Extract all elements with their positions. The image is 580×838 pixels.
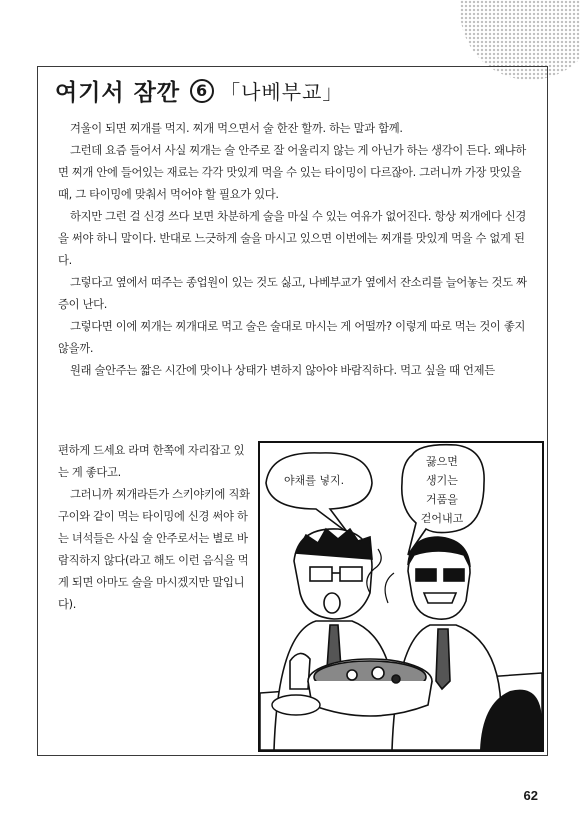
title-prefix: 여기서 잠깐 (55, 80, 181, 106)
speech-line: 생기는 (426, 474, 458, 487)
side-dish (272, 695, 320, 715)
paragraph: 그러니까 찌개라든가 스키야키에 직화구이와 같이 먹는 타이밍에 신경 써야 하는 녀석들은 사실 술 안주로서는 별로 바람직하지 않다(라고 해도 이런 음식을 먹게 되면 아마도 술을 마시겠지만 말입니다). (58, 488, 250, 611)
article-body (58, 118, 534, 382)
comic-drawing (260, 443, 542, 750)
circled-number: 6 (190, 79, 214, 103)
speech-line: 걷어내고 (420, 512, 464, 525)
speech-text-left: 야채를 넣지. (284, 474, 345, 487)
speech-bubble-left (266, 453, 372, 533)
paragraph: 하지만 그런 걸 신경 쓰다 보면 차분하게 술을 마실 수 있는 여유가 없어진다. 항상 찌개에다 신경을 써야 하니 말이다. 반대로 느긋하게 술을 마시고 있으면 이번에는 찌개를 맛있게 먹을 수 없게 된다. (58, 210, 526, 267)
speech-line: 끓으면 (426, 455, 458, 468)
paragraph: 원래 술안주는 짧은 시간에 맛이나 상태가 변하지 않아야 바람직하다. 먹고 싶을 때 언제든 (70, 364, 495, 377)
page-number: 62 (523, 788, 538, 803)
speech-line: 거품을 (426, 493, 458, 506)
paragraph: 그런데 요즘 들어서 사실 찌개는 술 안주로 잘 어울리지 않는 게 아닌가 하는 생각이 든다. 왜냐하면 찌개 안에 들어있는 재료는 각각 맛있게 먹을 수 있는 타이밍이 다르잖아. 그러니까 가장 맛있을 때, 그 타이밍에 맞춰서 먹어야 할 필요가 있다. (58, 144, 526, 201)
paragraph: 그렇다면 이에 찌개는 찌개대로 먹고 술은 술대로 마시는 게 어떨까? 이렇게 따로 먹는 것이 좋지 않을까. (58, 320, 526, 355)
paragraph: 편하게 드세요 라며 한쪽에 자리잡고 있는 게 좋다고. (58, 444, 245, 479)
article-title (55, 74, 343, 107)
title-topic: 「나베부교」 (220, 80, 344, 104)
left-man-figure (274, 529, 398, 750)
hot-pot (308, 659, 432, 716)
paragraph: 겨울이 되면 찌개를 먹지. 찌개 먹으면서 술 한잔 할까. 하는 말과 함께. (70, 122, 403, 135)
paragraph: 그렇다고 옆에서 떠주는 종업원이 있는 것도 싫고, 나베부교가 옆에서 잔소리를 늘어놓는 것도 짜증이 난다. (58, 276, 527, 311)
article-body-wrapped (58, 440, 254, 616)
speech-text-right (416, 452, 468, 528)
